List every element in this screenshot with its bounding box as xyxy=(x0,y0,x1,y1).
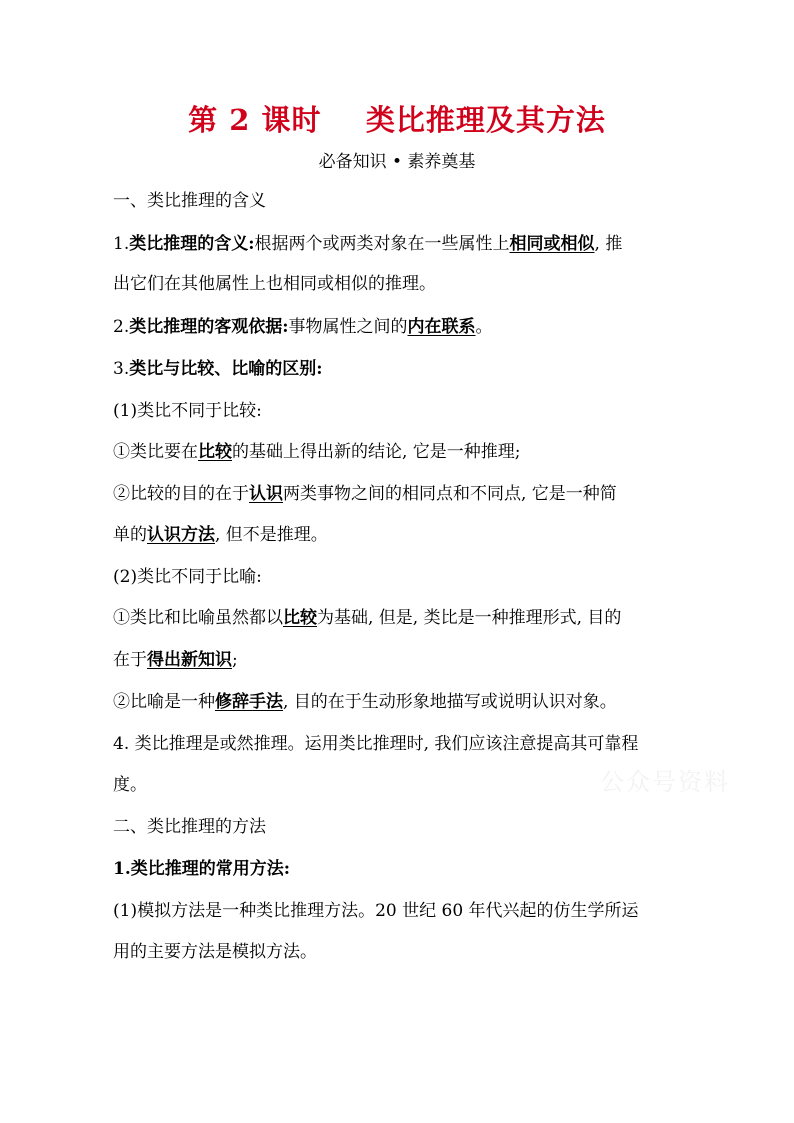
term-label: 类比推理的客观依据 xyxy=(129,317,283,337)
watermark: 公众号资料 xyxy=(600,768,730,796)
paragraph-number: 1. xyxy=(113,234,130,254)
paragraph-5-1-line-1: (1)模拟方法是一种类比推理方法。20 世纪 60 年代兴起的仿生学所运 xyxy=(113,901,639,921)
key-term: 得出新知识 xyxy=(147,650,232,670)
key-term: 认识 xyxy=(249,484,283,504)
paragraph-5-1-line-2: 用的主要方法是模拟方法。 xyxy=(113,942,317,962)
key-term: 比较 xyxy=(198,442,232,462)
key-term: 比较 xyxy=(283,608,317,628)
paragraph-1-line-1: 1.类比推理的含义:根据两个或两类对象在一些属性上相同或相似, 推 xyxy=(113,234,623,254)
paragraph-1-line-2: 出它们在其他属性上也相同或相似的推理。 xyxy=(113,274,436,294)
term-label: 类比推理的常用方法: xyxy=(130,859,291,879)
item-3-1-b-line-2: 单的认识方法, 但不是推理。 xyxy=(113,525,328,545)
paragraph-number: 3. xyxy=(113,359,130,379)
page-subtitle: 必备知识 • 素养奠基 xyxy=(318,152,476,172)
item-3-1-a: ①类比要在比较的基础上得出新的结论, 它是一种推理; xyxy=(113,442,521,462)
item-3-2-b: ②比喻是一种修辞手法, 目的在于生动形象地描写或说明认识对象。 xyxy=(113,692,617,712)
key-term: 内在联系 xyxy=(407,317,476,337)
page-title: 第 2 课时 类比推理及其方法 xyxy=(188,103,606,137)
term-label: 类比推理的含义 xyxy=(129,234,249,254)
subheading-3-2: (2)类比不同于比喻: xyxy=(113,567,262,587)
section-heading-1: 一、类比推理的含义 xyxy=(113,191,266,211)
item-3-1-b-line-1: ②比较的目的在于认识两类事物之间的相同点和不同点, 它是一种简 xyxy=(113,484,617,504)
paragraph-4-line-1: 4. 类比推理是或然推理。运用类比推理时, 我们应该注意提高其可靠程 xyxy=(113,734,639,754)
paragraph-3 xyxy=(113,356,703,382)
item-3-2-a-line-2: 在于得出新知识; xyxy=(113,650,238,670)
term-label: 类比与比较、比喻的区别: xyxy=(129,359,323,379)
paragraph-number: 2. xyxy=(113,317,130,337)
item-3-2-a-line-1: ①类比和比喻虽然都以比较为基础, 但是, 类比是一种推理形式, 目的 xyxy=(113,608,622,628)
key-term: 相同或相似 xyxy=(509,234,595,254)
paragraph-number: 1. xyxy=(113,859,131,879)
key-term: 认识方法 xyxy=(147,525,215,545)
section-heading-2: 二、类比推理的方法 xyxy=(113,817,266,837)
subheading-3-1: (1)类比不同于比较: xyxy=(113,401,262,421)
key-term: 修辞手法 xyxy=(215,692,283,712)
paragraph-4-line-2: 度。 xyxy=(113,775,147,795)
paragraph-2: 2.类比推理的客观依据:事物属性之间的内在联系。 xyxy=(113,317,493,337)
paragraph-5 xyxy=(113,856,703,882)
